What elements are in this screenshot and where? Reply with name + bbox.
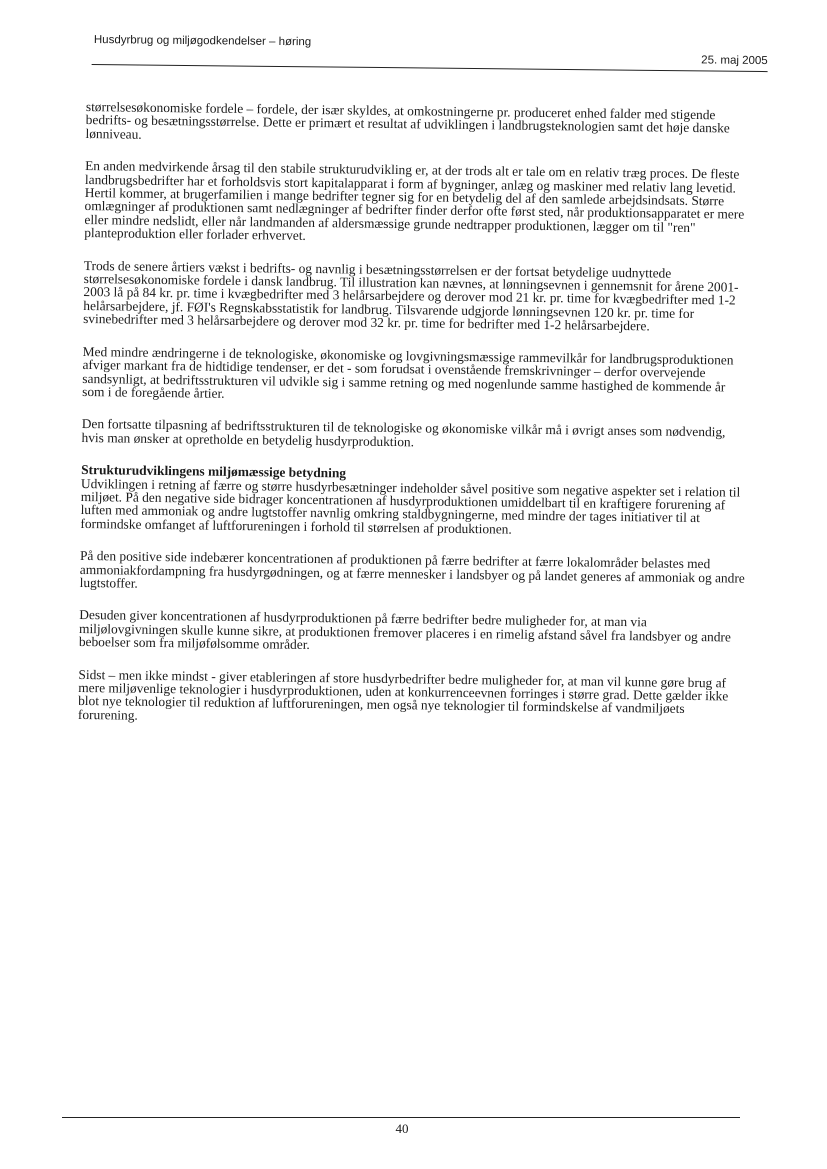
paragraph: Med mindre ændringerne i de teknologiske, økonomiske og lovgivningsmæssige rammevilkår for landbrugsproduktionen afviger markant fra de hidtidige tendenser, er det - som forudsat i ovenstående fremskrivninger – derfor overvejende sandsynligt, at bedriftsstrukturen vil udvikle sig i samme retning og med nogenlunde samme hastighed de kommende år som i de foregående årtier. xyxy=(82,343,734,401)
paragraph: Trods de senere årtiers vækst i bedrifts- og navnlig i besætningsstørrelsen er der fortsat betydelige uudnyttede størrelsesøkonomiske fordele i dansk landbrug. Til illustration kan nævnes, at lønningsevnen i gennemsnit for årene 2001-2003 lå på 84 kr. pr. time i kvægbedrifter med 3 helårsarbejdere og derover mod 21 kr. pr. time for kvægbedrifter med 1-2 helårsarbejdere, jf. FØI's Regnskabsstatistik for landbrug. Tilsvarende udgjorde lønningsevnen 120 kr. pr. time for svinebedrifter med 3 helårsarbejdere og derover mod 32 kr. pr. time for bedrifter med 1-2 helårsarbejdere. xyxy=(83,257,739,334)
section-heading: Strukturudviklingens miljømæssige betydning xyxy=(81,462,347,481)
footer-divider xyxy=(62,1117,740,1118)
paragraph: En anden medvirkende årsag til den stabile strukturudvikling er, at der trods alt er tale om en relativ træg proces. De fleste landbrugsbedrifter har et forholdsvis stort kapitalapparat i form af bygninger, anlæg og maskiner med relativ lang levetid. Hertil kommer, at brugerfamilien i mange bedrifter tegner sig for en betydelig del af den samlede arbejdsindsats. Større omlægninger af produktionen samt nedlægninger af bedrifter finder derfor ofte først sted, når produktionsapparatet er mere eller mindre nedslidt, eller når landmanden af aldersmæssige grunde nedtrapper produktionen, lægger om til "ren" planteproduktion eller forlader erhvervet. xyxy=(84,158,745,244)
header-date: 25. maj 2005 xyxy=(701,54,768,68)
header-title: Husdyrbrug og miljøgodkendelser – høring xyxy=(93,34,312,49)
body-text xyxy=(78,100,754,749)
paragraph: Sidst – men ikke mindst - giver etableringen af store husdyrbedrifter bedre muligheder for, at man vil kunne gøre brug af mere miljøvenlige teknologier i husdyrproduktionen, uden at konkurrenceevnen forringes i større grad. Dette gælder ikke blot nye teknologier til reduktion af luftforureningen, men også nye teknologier til formindskelse af vandmiljøets forurening. xyxy=(77,666,729,723)
paragraph: Desuden giver koncentrationen af husdyrproduktionen på færre bedrifter bedre muligheder for, at man via miljølovgivningen skulle kunne sikre, at produktionen fremover placeres i en rimelig afstand såvel fra landsbyer og andre beboelser som fra miljøfølsomme områder. xyxy=(78,607,731,653)
paragraph: Den fortsatte tilpasning af bedriftsstrukturen til de teknologiske og økonomiske vilkår må i øvrigt anses som nødvendig, hvis man ønsker at opretholde en betydelig husdyrproduktion. xyxy=(81,416,726,450)
paragraph: størrelsesøkonomiske fordele – fordele, der især skyldes, at omkostningerne pr. produceret enhed falder med stigende bedrifts- og besætningsstørrelse. Dette er primært et resultat af udviklingen i landbrugsteknologien samt det høje danske lønniveau. xyxy=(85,99,730,142)
paragraph: Udviklingen i retning af færre og større husdyrbesætninger indeholder såvel positive som negative aspekter set i relation til miljøet. På den negative side bidrager koncentrationen af husdyrproduktionen umiddelbart til en kraftigere forurening af luften med ammoniak og andre lugtstoffer navnlig omkring staldbygningerne, med mindre der tages initiativer til at formindske omfanget af luftforureningen i forhold til størrelsen af produktionen. xyxy=(80,475,741,537)
paragraph: På den positive side indebærer koncentrationen af produktionen på færre bedrifter at færre lokalområder belastes med ammoniakfordampning fra husdyrgødningen, og at færre mennesker i landsbyer og på landet generes af ammoniak og andre lugtstoffer. xyxy=(79,548,745,591)
page-number: 40 xyxy=(395,1121,409,1136)
page-header xyxy=(92,30,768,72)
